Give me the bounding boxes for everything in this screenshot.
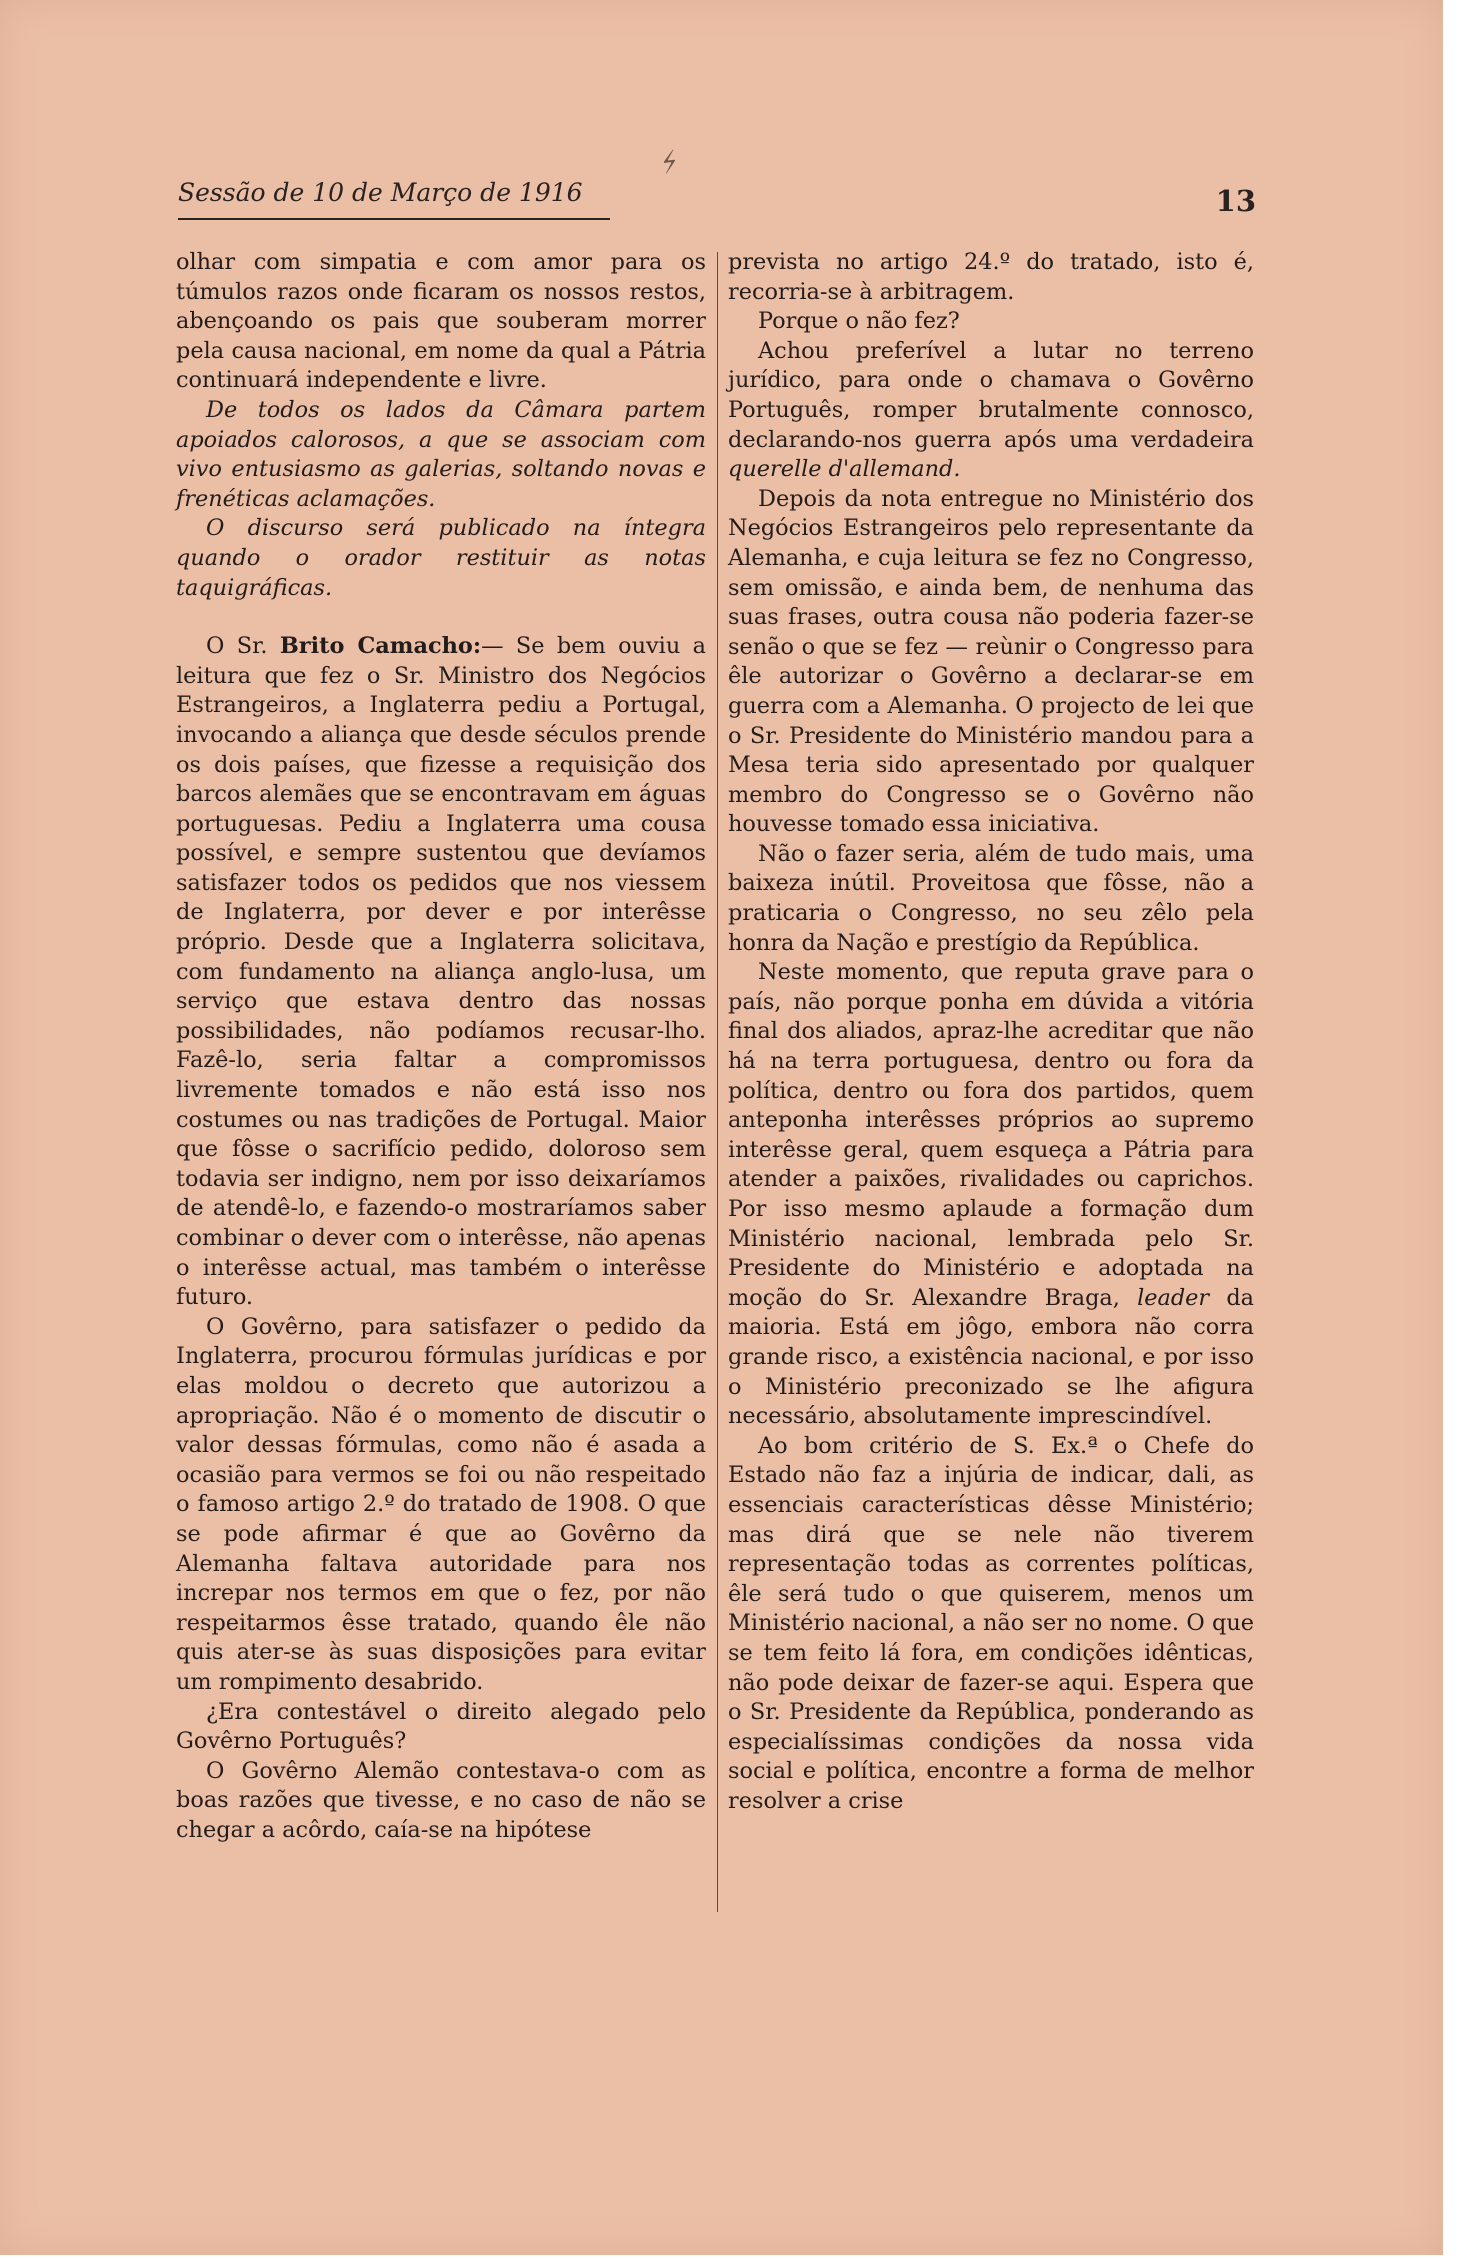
right-column [728,248,1254,1816]
page-header [178,178,1256,226]
paragraph: O Govêrno, para satisfazer o pedido da Inglaterra, procurou fórmulas jurídicas e por elas moldou o decreto que autorizou a apropriação. Não é o momento de discutir o valor dessas fórmulas, como não é asada a ocasião para vermos se foi ou não respeitado o famoso artigo 2.º do tratado de 1908. O que se pode afirmar é que ao Govêrno da Alemanha faltava autoridade para nos increpar nos termos em que o fez, por não respeitarmos êsse tratado, quando êle não quis ater-se às suas disposições para evitar um rompimento desabrido. [176,1313,706,1695]
session-title: Sessão de 10 de Março de 1916 [178,178,583,207]
paragraph: Ao bom critério de S. Ex.ª o Chefe do Estado não faz a injúria de indicar, dali, as essenciais características dêsse Ministério; mas dirá que se nele não tiverem representação todas as correntes políticas, êle será tudo o que quiserem, menos um Ministério nacional, a não ser no nome. O que se tem feito lá fora, em condições idênticas, não pode deixar de fazer-se aqui. Espera que o Sr. Presidente da República, ponderando as especialíssimas condições da nossa vida social e política, encontre a forma de melhor resolver a crise [728,1432,1254,1814]
left-column [176,248,706,1845]
header-rule [178,218,610,220]
page-number: 13 [1215,184,1256,218]
paragraph-text: Neste momento, que reputa grave para o país, não porque ponha em dúvida a vitória final dos aliados, apraz-lhe acreditar que não há na terra portuguesa, dentro ou fora da política, dentro ou fora dos partidos, quem anteponha interêsses próprios ao supremo interêsse geral, quem esqueça a Pátria para atender a paixões, rivalidades ou caprichos. Por isso mesmo aplaude a formação dum Ministério nacional, lembrada pelo Sr. Presidente do Ministério e adoptada na moção do Sr. Alexandre Braga, [728,959,1254,1311]
speaker-name: Brito Camacho: [279,633,482,660]
paragraph: Porque o não fez? [758,308,960,335]
paragraph: olhar com simpatia e com amor para os túmulos razos onde ficaram os nossos restos, abençoando os pais que souberam morrer pela causa nacional, em nome da qual a Pátria continuará independente e livre. [176,249,706,394]
speech-paragraph [176,632,706,1313]
speech-text: — Se bem ouviu a leitura que fez o Sr. Ministro dos Negócios Estrangeiros, a Inglaterra pediu a Portugal, invocando a aliança que desde séculos prende os dois países, que fizesse a requisição dos barcos alemães que se encontravam em águas portuguesas. Pediu a Inglaterra uma cousa possível, e sempre sustentou que devíamos satisfazer todos os pedidos que nos viessem de Inglaterra, por dever e por interêsse próprio. Desde que a Inglaterra solicitava, com fundamento na aliança anglo-lusa, um serviço que estava dentro das nossas possibilidades, não podíamos recusar-lho. Fazê-lo, seria faltar a compromissos livremente tomados e não está isso nos costumes ou nas tradições de Portugal. Maior que fôsse o sacrifício pedido, doloroso sem todavia ser indigno, nem por isso deixaríamos de atendê-lo, e fazendo-o mostraríamos saber combinar o dever com o interêsse, não apenas o interêsse actual, mas também o interêsse futuro. [176,633,706,1311]
paragraph [728,958,1254,1432]
paragraph: Não o fazer seria, além de tudo mais, uma baixeza inútil. Proveitosa que fôsse, não a praticaria o Congresso, no seu zêlo pela honra da Nação e prestígio da República. [728,840,1254,956]
pen-mark: ⚡ [654,143,685,182]
paragraph: ¿Era contestável o direito alegado pelo Govêrno Português? [176,1698,706,1755]
paragraph-text: Achou preferível a lutar no terreno jurídico, para onde o chamava o Govêrno Português, romper brutalmente connosco, declarando-nos guerra após uma verdadeira [728,337,1254,453]
editorial-note: O discurso será publicado na íntegra quando o orador restituir as notas taquigráficas. [176,515,706,601]
paragraph: O Govêrno Alemão contestava-o com as boas razões que tivesse, e no caso de não se chegar a acôrdo, caía-se na hipótese [176,1757,706,1843]
paragraph-text: da maioria. Está em jôgo, embora não corra grande risco, a existência nacional, e por isso o Ministério preconizado se lhe afigura necessário, absolutamente imprescindível. [728,1284,1254,1430]
paragraph: prevista no artigo 24.º do tratado, isto é, recorria-se à arbitragem. [728,249,1254,305]
italic-phrase: querelle d'allemand. [728,456,961,483]
stage-direction: De todos os lados da Câmara partem apoiados calorosos, a que se associam com vivo entusiasmo as galerias, soltando novas e frenéticas aclamações. [176,396,706,512]
speaker-prefix: O Sr. [206,633,268,660]
italic-word: leader [1137,1284,1210,1311]
paragraph [728,337,1254,485]
column-divider [717,252,718,1912]
paragraph: Depois da nota entregue no Ministério dos Negócios Estrangeiros pelo representante da Alemanha, e cuja leitura se fez no Congresso, sem omissão, e ainda bem, de nenhuma das suas frases, outra cousa não poderia fazer-se senão o que se fez — reùnir o Congresso para êle autorizar o Govêrno a declarar-se em guerra com a Alemanha. O projecto de lei que o Sr. Presidente do Ministério mandou para a Mesa teria sido apresentado por qualquer membro do Congresso se o Govêrno não houvesse tomado essa iniciativa. [728,485,1254,838]
